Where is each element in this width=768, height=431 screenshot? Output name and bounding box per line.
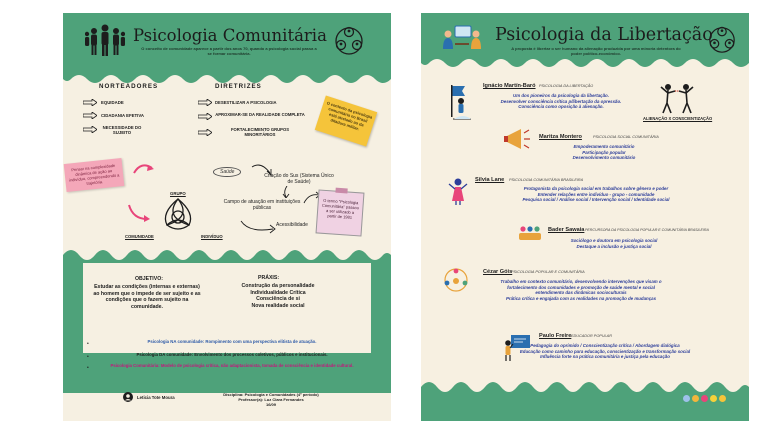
section-line: Destaque a inclusão e justiça social xyxy=(576,243,652,249)
clap-icon xyxy=(710,395,717,402)
triangle-label-right: INDIVÍDUO xyxy=(201,234,223,239)
breaking-chains-icon xyxy=(659,79,695,117)
team-icon xyxy=(519,225,541,241)
triangle-label-left: COMUNIDADE xyxy=(125,234,154,239)
psicologia-libertacao-poster xyxy=(421,13,749,421)
triquetra-icon xyxy=(159,197,197,231)
section-line: Protagonista da psicologia social em trabalhos sobre gênero e poder xyxy=(523,186,669,191)
yellow-note-text: O contexto da psicologia comunitária no Brasil está atrelado ao da ditadura militar. xyxy=(326,100,373,132)
section-tag: PSICOLOGIA DA LIBERTAÇÃO xyxy=(539,84,594,88)
flag-figure-icon xyxy=(447,83,473,121)
section-line: Um dos pioneiros da psicologia da libertação. xyxy=(513,93,609,98)
norteadores-heading: NORTEADORES xyxy=(99,83,159,90)
curved-arrow-icon xyxy=(239,219,279,235)
objetivo-heading: OBJETIVO: xyxy=(135,276,163,282)
section-line: Educação como caminho para educação, conscientização e transformação social xyxy=(519,348,691,354)
section-tag: PSICOLOGIA COMUNITÁRIA BRASILEIRA xyxy=(509,178,584,182)
footer-info xyxy=(211,392,331,407)
footer-line: Disciplina: Psicologia e Comunidades (4º período) xyxy=(223,392,319,397)
sus-text: Criação do Sus (Sistema Único de Saúde) xyxy=(264,173,334,185)
objetivo-text: Estudar as condições (internas e externas) ao homem que o impede de ser sujeito e as condições que o fazem sujeito na comunidade. xyxy=(93,284,201,310)
praxis-item: Nova realidade social xyxy=(251,302,305,309)
section-line: Sociólogo e doutora em psicologia social xyxy=(570,238,658,243)
section-line: Pesquisa social / Análise social / Intervenção social / Identidade social xyxy=(522,197,670,203)
woman-figure-icon xyxy=(447,177,469,205)
section-lines xyxy=(539,144,669,161)
section-line: Consciência como oposição à alienação. xyxy=(518,104,604,110)
network-people-icon xyxy=(331,25,367,57)
tape-strip xyxy=(335,188,347,194)
page-title: Psicologia Comunitária xyxy=(133,26,327,45)
acessibilidade-text: Acessibilidade xyxy=(276,222,308,228)
section-lines xyxy=(491,279,671,301)
section-name: Bader Sawaia xyxy=(548,227,585,233)
arrow-right-icon xyxy=(83,99,97,106)
smile-icon xyxy=(719,395,726,402)
arrow-right-icon xyxy=(198,129,212,136)
section-line: Trabalho em contexto comunitário, desenvolvendo intervenções que visam o fortalecimento dos comunidades e promoção de saúde mental e social xyxy=(500,279,662,290)
praxis-item: Consciência de si xyxy=(256,296,300,303)
network-people-icon xyxy=(705,25,739,55)
section-lines xyxy=(505,343,705,360)
info-card-text: O termo "Psicologia Comunitária" passou a ser utilizado a partir de 1981 xyxy=(321,197,360,220)
section-name: Paulo Freire xyxy=(539,333,572,339)
bullet-dot: • xyxy=(87,365,89,371)
section-name: Ignácio Martín-Baró xyxy=(483,83,536,89)
section-line: Influência forte na prática comunitária e justiça pela educação xyxy=(540,354,670,360)
people-group-icon xyxy=(85,23,125,57)
section-lines xyxy=(491,93,631,110)
arrow-right-icon xyxy=(198,113,212,120)
heart-icon xyxy=(701,395,708,402)
star-icon xyxy=(683,395,690,402)
norteador-item: CIDADANIA EFETIVA xyxy=(101,113,144,118)
section-name: Silvia Lane xyxy=(475,177,505,183)
campo-text: Campo de atuação em instituições públicas xyxy=(223,199,301,211)
arrow-right-icon xyxy=(83,112,97,119)
norteador-item: EQUIDADE xyxy=(101,100,124,105)
thumbs-up-icon xyxy=(692,395,699,402)
footer-line: Professor(a): Luz Clara Fernandes xyxy=(238,397,304,402)
author-name: Leticia Tote Moura xyxy=(137,395,175,400)
bullet-dot: • xyxy=(87,354,89,360)
section-line: Pedagogia do oprimido / Conscientização crítica / Abordagem dialógica xyxy=(530,343,680,348)
arrow-right-icon xyxy=(83,126,97,133)
section-lines xyxy=(539,238,689,249)
pink-note xyxy=(64,158,125,192)
page-subtitle: A proposta é libertar o ser humano da alienação produzida por uma minoria detentora do poder político-econômico. xyxy=(511,46,681,56)
section-tag: PERCURSORA DA PSICOLOGIA POPULAR E COMUNITÁRIA BRASILEIRA xyxy=(585,228,709,232)
page-subtitle: O conceito de comunidade aparece a partir dos anos 70, quando a psicologia social passa a se formar comunitária. xyxy=(141,46,317,56)
praxis-heading: PRÁXIS: xyxy=(258,275,280,281)
arrow-down-icon xyxy=(281,186,291,198)
section-line: Desenvolver consciência crítica p/libertação da opressão. xyxy=(500,98,622,104)
pink-note-text: Pensar na complexidade dinâmica de ação ao indivíduo, compreendendo a trajetória. xyxy=(68,162,120,186)
saude-label: Saúde xyxy=(213,167,241,177)
diretriz-item: APROXIMAR-SE DA REALIDADE COMPLETA xyxy=(215,112,305,117)
diretriz-item: DESESTILIZAR A PSICOLOGIA xyxy=(215,100,277,105)
section-tag: EDUCADOR POPULAR xyxy=(571,334,612,338)
triangle-label-top: GRUPO xyxy=(170,191,186,196)
section-line: Empoderamento comunitário xyxy=(573,144,635,149)
section-lines xyxy=(471,186,721,203)
info-card xyxy=(316,189,365,236)
megaphone-icon xyxy=(503,127,531,151)
section-name: Cézar Góis xyxy=(483,269,513,275)
section-line: Entender relações entre indivíduo - grupo - comunidade xyxy=(537,191,655,197)
praxis-list xyxy=(223,283,333,309)
curved-arrow-icon xyxy=(127,203,151,223)
praxis-item: Individualidade Crítica xyxy=(250,289,306,296)
section-tag: PSICOLOGIA POPULAR E COMUNITÁRIA xyxy=(511,270,585,274)
section-tag: PSICOLOGIA SOCIAL COMUNITÁRIA xyxy=(593,135,659,139)
bullet-comunitaria: Psicologia Comunitária: Modelo de psicologia crítica, não adaptacionista, tomada de consciência e identidade cultural. xyxy=(110,363,354,368)
norteador-item: NECESSIDADE DO SUJEITO xyxy=(102,125,142,136)
section-line: Participação popular xyxy=(582,149,626,155)
footer-band xyxy=(421,375,749,421)
therapy-session-icon xyxy=(441,25,483,51)
psicologia-comunitaria-poster xyxy=(63,13,391,421)
diretriz-item: FORTALECIMENTO GRUPOS MINORITÁRIOS xyxy=(230,127,289,138)
section-line: entendimento das dinâmicas socioculturais xyxy=(535,290,627,296)
yellow-sticky-note xyxy=(315,96,377,147)
footer-line: 16/09 xyxy=(265,402,276,407)
user-avatar-icon xyxy=(123,392,133,402)
section-line: Prática crítica e engajada com as realidades na promoção de mudanças xyxy=(505,295,657,301)
bullet-na-comunidade: Psicologia NA comunidade: Rompimento com uma perspectiva elitista de atuação. xyxy=(147,339,317,344)
community-icon xyxy=(441,267,471,293)
page-title: Psicologia da Libertação xyxy=(495,25,713,45)
praxis-item: Construção da personalidade xyxy=(241,283,315,289)
alienacao-label: ALIENAÇÃO X CONSCIENTIZAÇÃO xyxy=(643,116,713,121)
bullet-da-comunidade: Psicologia DA comunidade: Envolvimento dos processos coletivos, públicos e institucionais. xyxy=(136,352,328,357)
section-line: Desenvolvimento comunitário xyxy=(572,155,636,161)
curved-arrow-icon xyxy=(133,161,155,175)
arrow-right-icon xyxy=(198,99,212,106)
diretrizes-heading: DIRETRIZES xyxy=(215,83,262,90)
bullet-dot: • xyxy=(87,341,89,347)
section-name: Maritza Montero xyxy=(539,134,582,140)
